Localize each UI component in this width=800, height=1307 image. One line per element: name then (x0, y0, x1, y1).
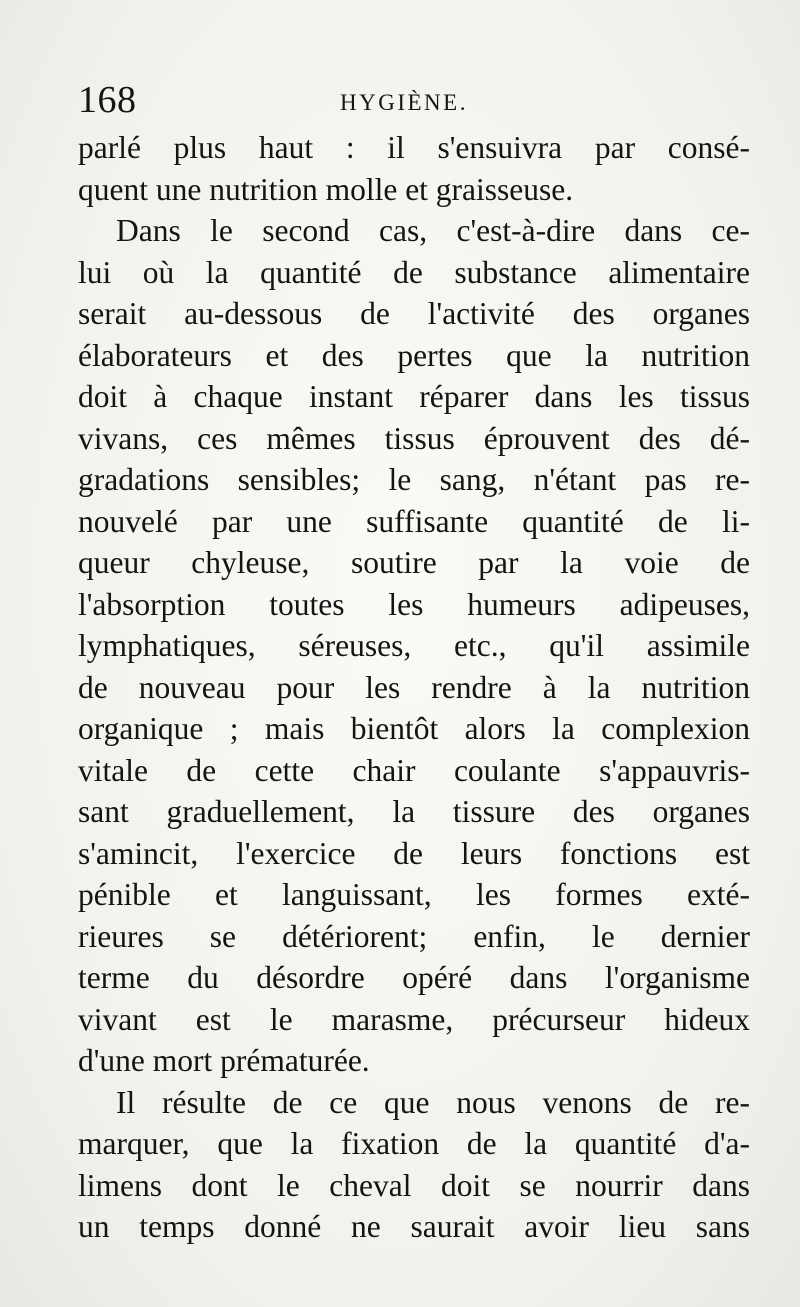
page-header (78, 78, 758, 122)
text-line: limens dont le cheval doit se nourrir dans (78, 1167, 750, 1203)
text-line: s'amincit, l'exercice de leurs fonctions est (78, 835, 750, 871)
text-line: vitale de cette chair coulante s'appauvris- (78, 752, 750, 788)
text-line: l'absorption toutes les humeurs adipeuses, (78, 586, 750, 622)
text-line: marquer, que la fixation de la quantité d'a- (78, 1126, 750, 1161)
text-line: vivant est le marasme, précurseur hideux (78, 1001, 750, 1037)
text-line: vivans, ces mêmes tissus éprouvent des dé- (78, 420, 750, 456)
text-line: gradations sensibles; le sang, n'étant pas re- (78, 462, 750, 497)
text-line: queur chyleuse, soutire par la voie de (78, 545, 750, 580)
text-line: serait au-dessous de l'activité des organes (78, 296, 750, 331)
text-line: organique ; mais bientôt alors la complexion (78, 711, 750, 746)
text-line: pénible et languissant, les formes exté- (78, 877, 750, 912)
text-line: rieures se détériorent; enfin, le dernier (78, 918, 750, 954)
text-line: terme du désordre opéré dans l'organisme (78, 960, 750, 995)
body-text (78, 127, 750, 1248)
text-line: lymphatiques, séreuses, etc., qu'il assimile (78, 628, 750, 663)
text-line: nouvelé par une suffisante quantité de li- (78, 503, 750, 539)
paragraph-start-line: Il résulte de ce que nous venons de re- (116, 1084, 750, 1120)
text-line: parlé plus haut : il s'ensuivra par consé- (78, 130, 750, 165)
paragraph-start-line: Dans le second cas, c'est-à-dire dans ce- (116, 213, 750, 248)
page-number: 168 (78, 79, 137, 121)
text-line: un temps donné ne saurait avoir lieu sans (78, 1209, 750, 1244)
text-line: élaborateurs et des pertes que la nutrition (78, 337, 750, 373)
text-line: lui où la quantité de substance alimentaire (78, 254, 750, 290)
text-line: d'une mort prématurée. (78, 1043, 370, 1078)
text-line: de nouveau pour les rendre à la nutrition (78, 669, 750, 705)
running-title: HYGIÈNE. (340, 90, 468, 115)
text-line: doit à chaque instant réparer dans les tissus (78, 379, 750, 414)
text-line: quent une nutrition molle et graisseuse. (78, 171, 574, 207)
text-line: sant graduellement, la tissure des organes (78, 794, 750, 829)
